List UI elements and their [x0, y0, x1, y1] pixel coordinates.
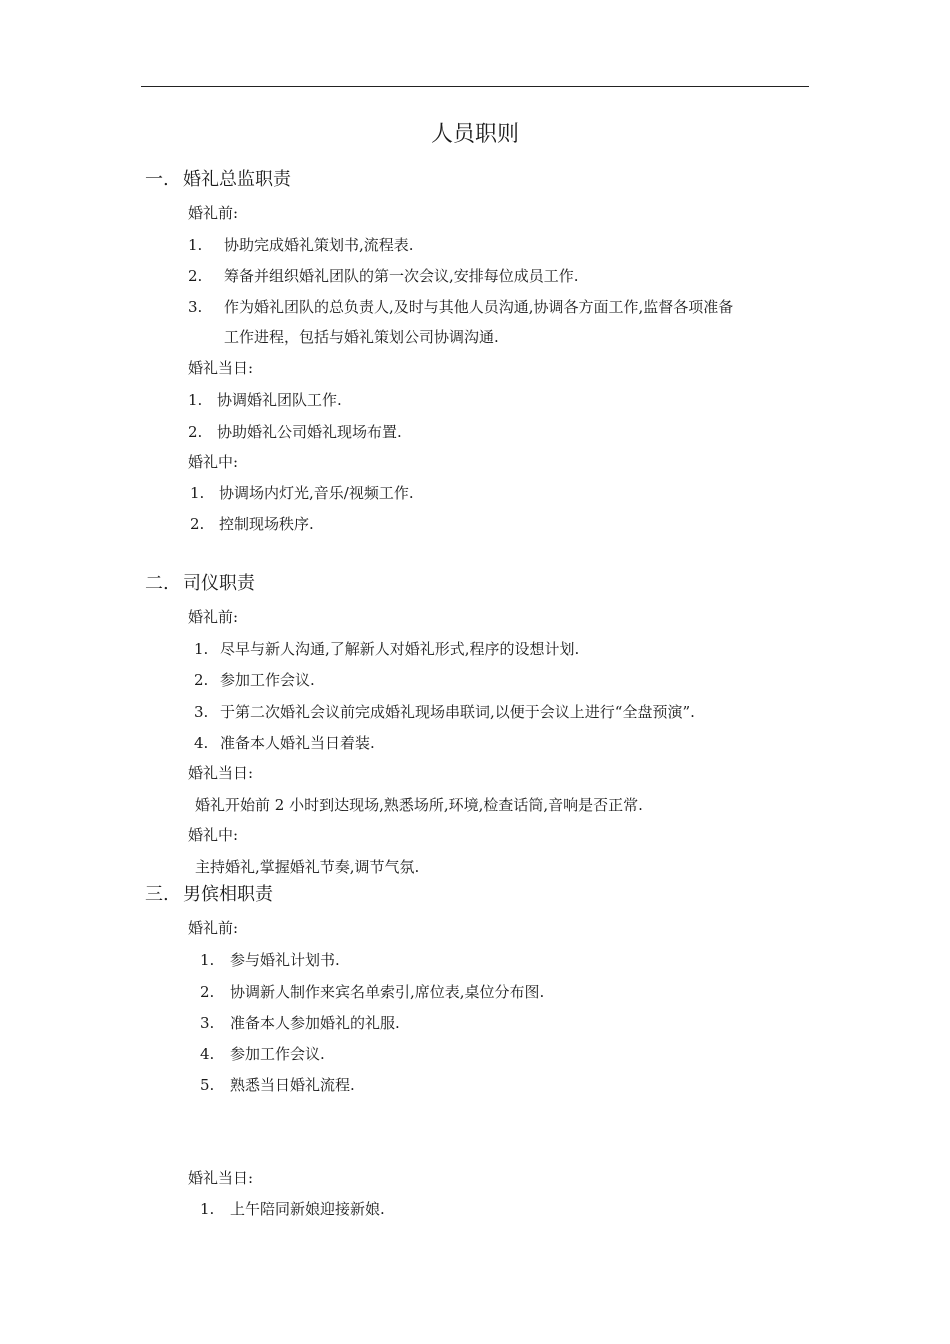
s1-during-item-2-num: 2. — [190, 515, 205, 533]
s1-day-label: 婚礼当日: — [188, 359, 254, 377]
s2-before-item-1: 尽早与新人沟通,了解新人对婚礼形式,程序的设想计划. — [220, 640, 580, 658]
s3-before-label: 婚礼前: — [188, 919, 239, 937]
s1-before-item-3-num: 3. — [188, 298, 203, 316]
s1-during-item-1-num: 1. — [190, 484, 205, 502]
s1-before-label: 婚礼前: — [188, 204, 239, 222]
s2-day-label: 婚礼当日: — [188, 764, 254, 782]
section-3-number: 三. — [145, 884, 169, 905]
section-2-heading: 司仪职责 — [183, 573, 255, 594]
s1-day-item-1-num: 1. — [188, 391, 203, 409]
s3-before-item-4-num: 4. — [200, 1045, 215, 1063]
s3-day-label: 婚礼当日: — [188, 1169, 254, 1187]
s1-before-item-3-cont: 工作进程，包括与婚礼策划公司协调沟通. — [224, 328, 499, 346]
s2-before-item-4: 准备本人婚礼当日着装. — [220, 734, 375, 752]
s2-day-text: 婚礼开始前 2 小时到达现场,熟悉场所,环境,检查话筒,音响是否正常. — [195, 796, 643, 814]
section-1-number: 一. — [145, 169, 169, 190]
s3-day-item-1: 上午陪同新娘迎接新娘. — [230, 1200, 385, 1218]
s2-before-item-2-num: 2. — [194, 671, 209, 689]
s1-during-item-1: 协调场内灯光,音乐/视频工作. — [219, 484, 414, 502]
s3-before-item-1: 参与婚礼计划书. — [230, 951, 340, 969]
s1-during-label: 婚礼中: — [188, 453, 239, 471]
s3-before-item-3: 准备本人参加婚礼的礼服. — [230, 1014, 400, 1032]
s1-before-item-2: 筹备并组织婚礼团队的第一次会议,安排每位成员工作. — [224, 267, 579, 285]
section-2-number: 二. — [145, 573, 169, 594]
section-3-heading: 男傧相职责 — [183, 884, 273, 905]
s3-before-item-5: 熟悉当日婚礼流程. — [230, 1076, 355, 1094]
s1-before-item-3: 作为婚礼团队的总负责人,及时与其他人员沟通,协调各方面工作,监督各项准备 — [224, 298, 734, 316]
s3-before-item-5-num: 5. — [200, 1076, 215, 1094]
s3-day-item-1-num: 1. — [200, 1200, 215, 1218]
s2-during-label: 婚礼中: — [188, 826, 239, 844]
s3-before-item-2-num: 2. — [200, 983, 215, 1001]
s2-before-item-3-num: 3. — [194, 703, 209, 721]
s2-before-item-4-num: 4. — [194, 734, 209, 752]
s3-before-item-2: 协调新人制作来宾名单索引,席位表,桌位分布图. — [230, 983, 545, 1001]
header-rule — [141, 86, 809, 87]
s1-before-item-1-num: 1. — [188, 236, 203, 254]
s1-day-item-2-num: 2. — [188, 423, 203, 441]
s3-before-item-3-num: 3. — [200, 1014, 215, 1032]
s2-before-item-3: 于第二次婚礼会议前完成婚礼现场串联词,以便于会议上进行“全盘预演”. — [220, 703, 695, 721]
s3-before-item-1-num: 1. — [200, 951, 215, 969]
s1-before-item-2-num: 2. — [188, 267, 203, 285]
s1-day-item-1: 协调婚礼团队工作. — [217, 391, 342, 409]
s1-day-item-2: 协助婚礼公司婚礼现场布置. — [217, 423, 402, 441]
s1-during-item-2: 控制现场秩序. — [219, 515, 314, 533]
s1-before-item-1: 协助完成婚礼策划书,流程表. — [224, 236, 414, 254]
page-title: 人员职则 — [430, 122, 519, 147]
s2-before-item-1-num: 1. — [194, 640, 209, 658]
s3-before-item-4: 参加工作会议. — [230, 1045, 325, 1063]
s2-during-text: 主持婚礼,掌握婚礼节奏,调节气氛. — [195, 858, 420, 876]
s2-before-label: 婚礼前: — [188, 608, 239, 626]
section-1-heading: 婚礼总监职责 — [183, 169, 291, 190]
s2-before-item-2: 参加工作会议. — [220, 671, 315, 689]
